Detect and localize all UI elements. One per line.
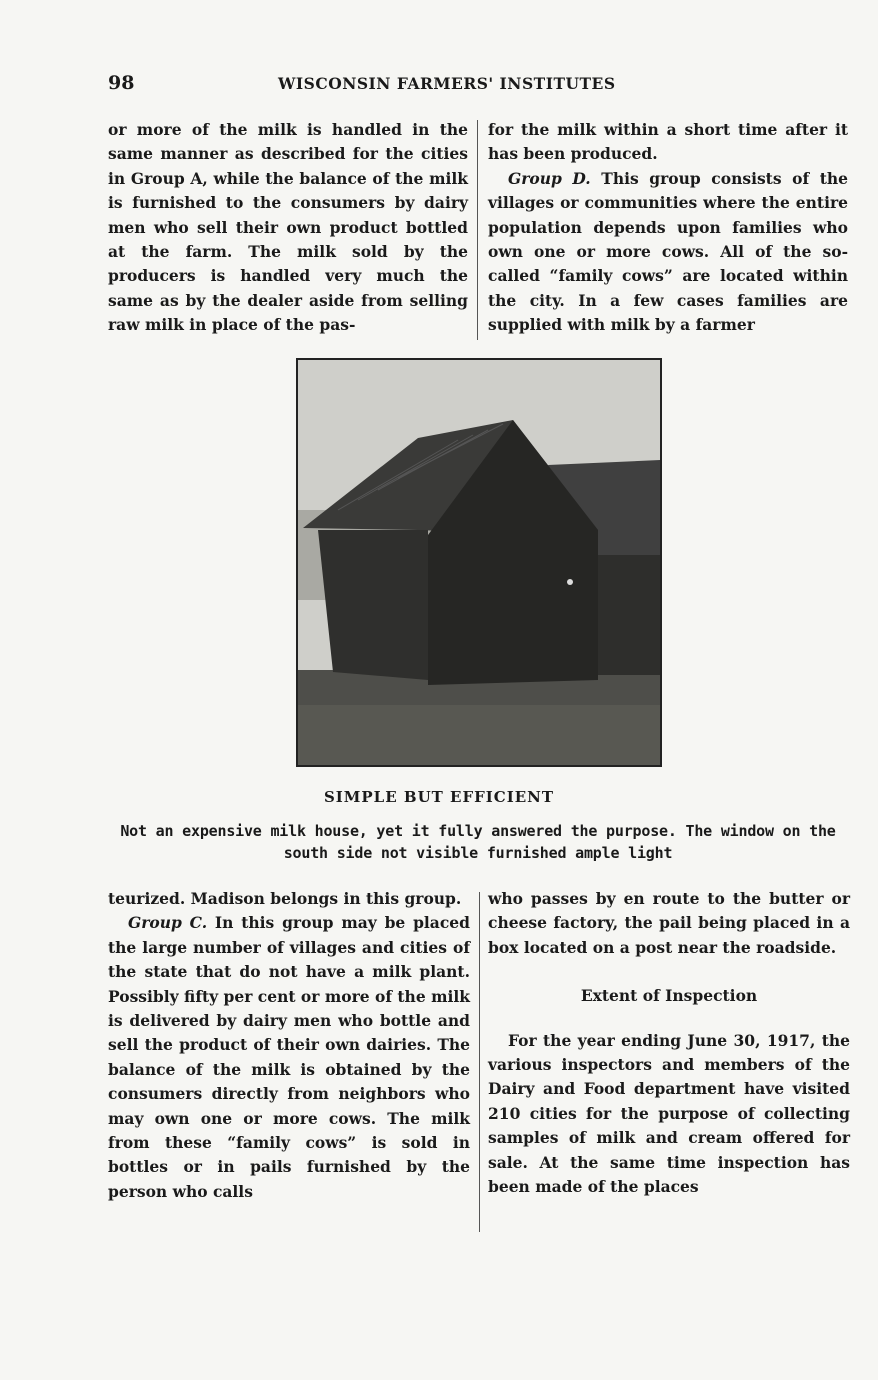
paragraph-text: In this group may be placed the large number of villages and cities of the state that do not have a milk plant. Possibly fifty per cent or more of the milk is delivered by dairy men who bottle and sell the product of their own dairies. The balance of the milk is obtained by the consumers directly from neighbors who may own one or more cows. The milk from these “family cows” is sold in bottles or in pails furnished by the person who calls — [108, 913, 471, 1201]
paragraph-text: This group consists of the villages or communities where the entire population depends upon families who own one or more cows. All of the so-called “family cows” are located within the city. In a few cases families are supplied with milk by a farmer — [488, 168, 849, 335]
figure-title: SIMPLE BUT EFFICIENT — [323, 788, 555, 806]
running-head: WISCONSIN FARMERS' INSTITUTES — [278, 74, 616, 93]
milk-house-illustration — [298, 360, 660, 765]
top-right-column — [488, 118, 848, 338]
paragraph: for the milk within a short time after it has been produced. — [488, 120, 848, 164]
group-label: Group D. — [508, 168, 591, 188]
milk-house-photo — [296, 358, 662, 767]
top-left-column — [108, 118, 468, 338]
paragraph — [488, 167, 848, 338]
column-divider — [477, 120, 478, 340]
paragraph — [108, 911, 470, 1204]
paragraph: teurized. Madison belongs in this group. — [108, 889, 462, 908]
bottom-left-column — [108, 887, 470, 1204]
bottom-right-column — [488, 887, 850, 1199]
paragraph: For the year ending June 30, 1917, the various inspectors and members of the Dairy and Food department have visited 210 cities for the purpose of collecting samples of milk and cream offered for sale. At the same time inspection has been made of the places — [488, 1030, 850, 1197]
column-divider — [479, 892, 480, 1232]
paragraph: or more of the milk is handled in the same manner as described for the cities in Group A, while the balance of the milk is furnished to the consumers by dairy men who sell their own product bottled at the farm. The milk sold by the producers is handled very much the same as by the dealer aside from selling raw milk in place of the pas- — [108, 120, 468, 335]
group-label: Group C. — [128, 913, 208, 933]
section-heading: Extent of Inspection — [580, 986, 758, 1006]
page-number: 98 — [108, 72, 135, 94]
paragraph: who passes by en route to the butter or cheese factory, the pail being placed in a box located on a post near the roadside. — [488, 889, 850, 957]
figure-caption: Not an expensive milk house, yet it fully answered the purpose. The window on the south side not visible furnished ample light — [120, 822, 836, 862]
